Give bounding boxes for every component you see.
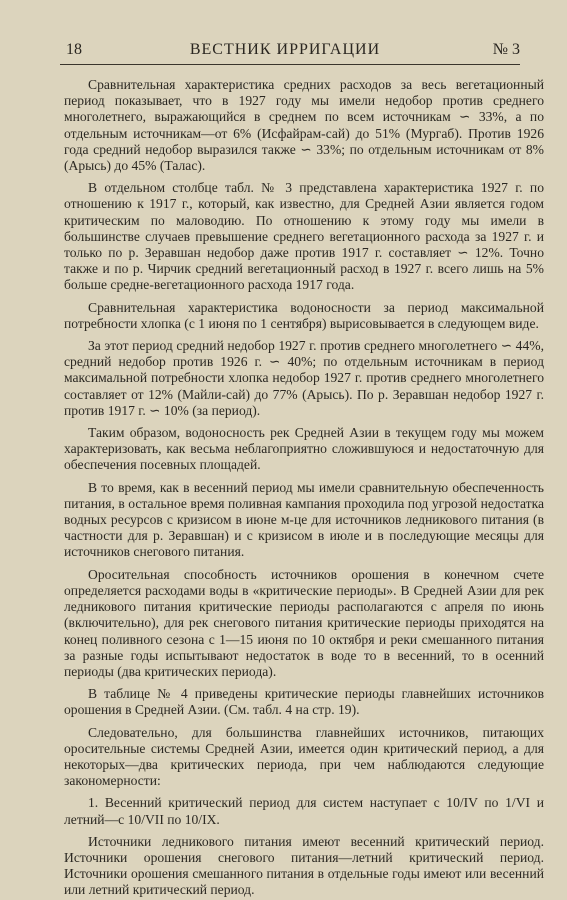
running-header [50,38,520,64]
page-number: 18 [66,41,82,58]
journal-title: ВЕСТНИК ИРРИГАЦИИ [189,41,381,58]
paragraph: Сравнительная характеристика средних расходов за весь вегетационный период показывает, что в 1927 году мы имели недобор против среднего многолетнего, выражающийся в среднем по всем источникам ∽ 33%, а по отдельным источникам—от 6% (Исфайрам-сай) до 51% (Мургаб). Против 1926 года средний недобор выразился также ∽ 33%; по отдельным источникам от 8% (Арысь) до 45% (Талас). [64,77,544,174]
paragraph: В таблице № 4 приведены критические периоды главнейших источников орошения в Средней Азии. (См. табл. 4 на стр. 19). [64,686,544,718]
article-body [64,77,544,900]
header-rule [60,64,520,65]
paragraph: Следовательно, для большинства главнейших источников, питающих оросительные системы Средней Азии, имеется один критический период, а для некоторых—два критических периода, при чем наблюдаются следующие закономерности: [64,724,544,789]
paragraph: За этот период средний недобор 1927 г. против среднего многолетнего ∽ 44%, средний недобор против 1926 г. ∽ 40%; по отдельным источникам в период максимальной потребности хлопка недобор 1927 г. против среднего многолетнего составляет от 12% (Майли-сай) до 77% (Арысь). По р. Зеравшан недобор 1927 г. против 1917 г. ∽ 10% (за период). [64,338,544,418]
paragraph: В отдельном столбце табл. № 3 представлена характеристика 1927 г. по отношению к 1917 г., который, как известно, для Средней Азии является годом критическим по маловодию. По отношению к этому году мы имели в большинстве случаев превышение среднего вегетационного расхода за 1927 г. и только по р. Зеравшан недобор даже против 1917 г. составляет ∽ 12%. Точно также и по р. Чирчик средний вегетационный расход в 1927 г. всего лишь на 5% больше средне-вегетационного расхода 1917 года. [64,180,544,293]
paragraph: Таким образом, водоносность рек Средней Азии в текущем году мы можем характеризовать, как весьма неблагоприятно сложившуюся и недостаточную для обеспечения посевных площадей. [64,425,544,473]
paragraph: Источники ледникового питания имеют весенний критический период. Источники орошения снегового питания—летний критический период. Источники орошения смешанного питания в отдельные годы имеют или весенний или летний критический период. [64,833,544,898]
paragraph: Оросительная способность источников орошения в конечном счете определяется расходами воды в «критические периоды». В Средней Азии для рек ледникового питания критические периоды располагаются с апреля по июнь (включительно), для рек снегового питания критические периоды приходятся на конец поливного сезона с 1—15 июня по 10 октября и реки смешанного питания за разные годы испытывают недостаток в воде то в весенний, то в осенний периоды (два критических периода). [64,566,544,679]
list-item: 1. Весенний критический период для систем наступает с 10/IV по 1/VI и летний—с 10/VII по 10/IX. [64,795,544,827]
paragraph: Сравнительная характеристика водоносности за период максимальной потребности хлопка (с 1 июня по 1 сентября) вырисовывается в следующем виде. [64,299,544,331]
issue-number: № 3 [492,41,520,58]
paragraph: В то время, как в весенний период мы имели сравнительную обеспеченность питания, в остальное время поливная кампания проходила под угрозой недостатка водных ресурсов с кризисом в июне м-це для источников ледникового питания (в частности для р. Зеравшан) и с кризисом в июле и в последующие месяцы для источников снегового питания. [64,479,544,560]
